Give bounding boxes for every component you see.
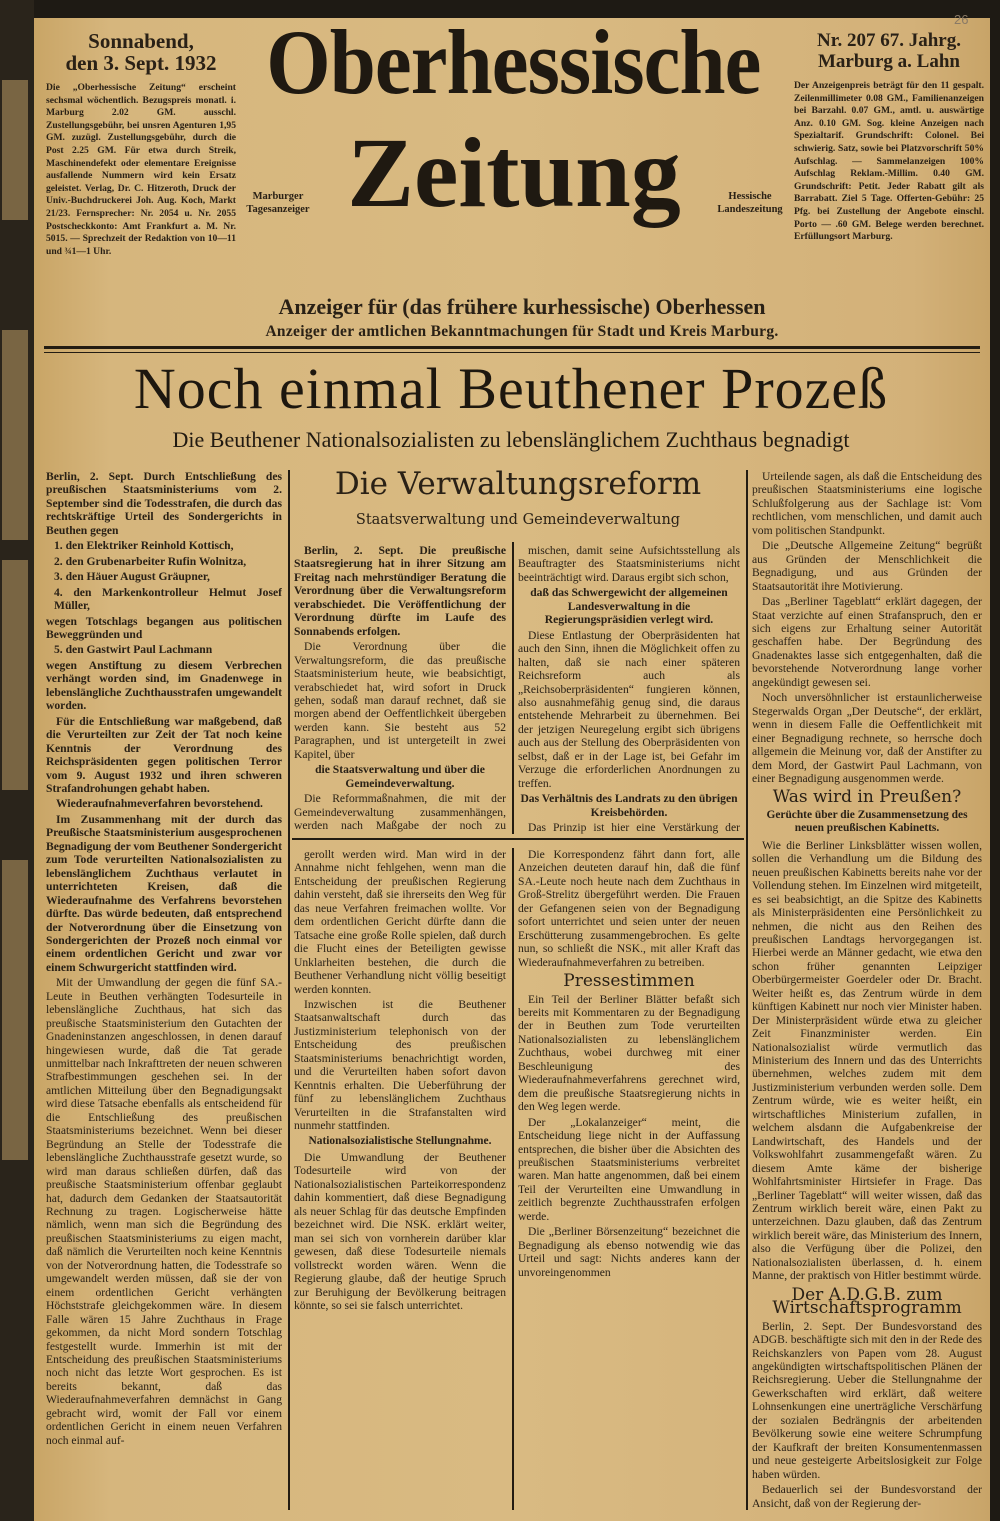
paragraph: Noch unversöhnlicher ist erstaunlicherweise Stegerwalds Organ „Der Deutsche“, der erklärt, wenn in diesem Falle die Oeffentlichkeit mit einer Begnadigung rechnete, so herrsche doch allgemein die Meinung vor, daß der Anstifter zu dem Mord, der Gastwirt Paul Lachmann, von einer Begnadigung ausgenommen werde. [752, 691, 982, 785]
paragraph: wegen Anstiftung zu diesem Verbrechen verhängt worden sind, im Gnadenwege in lebenslängliche Zuchthausstrafen umgewandelt worden. [46, 658, 282, 713]
paragraph: Das Verhältnis des Landrats zu den übrigen Kreisbehörden. [520, 792, 738, 819]
column-1 [46, 470, 282, 1510]
column-4 [752, 470, 982, 1510]
paragraph: Das Prinzip ist hier eine Verstärkung der [528, 821, 740, 834]
divider [44, 346, 980, 349]
paragraph: Die Reformmaßnahmen, die mit der Gemeindeverwaltung zusammenhängen, werden nach Maßgabe der noch zu [294, 792, 506, 833]
list-item: 3. den Häuer August Gräupner, [54, 570, 210, 584]
main-headline: Noch einmal Beuthener Prozeß [133, 356, 889, 421]
paragraph: Die Umwandlung der Beuthener Todesurteile wird von der Nationalsozialistischen Parteikorrespondenz dahin kommentiert, daß diese Begnadigung als neuer Schlag für das deutsche Empfinden bezeichnet wird. Die NSK. erklärt weiter, man sei sich von vornherein darüber klar gewesen, daß diese Todesurteile niemals vollstreckt worden wären. Wenn die Regierung glaube, daß der heutige Spruch zur Beruhigung der Bevölkerung beitragen könnte, so sei sie falsch unterrichtet. [294, 1150, 506, 1312]
paragraph: Das „Berliner Tageblatt“ erklärt dagegen, der Staat verzichte auf einen Strafanspruch, den er sich eigens zur Erhaltung seiner Autorität geschaffen habe. Der Begründung des Gnadenaktes lasse sich entgegenhalten, daß die bevorstehende Notverordnung lange vorher angekündigt gewesen sei. [752, 595, 982, 689]
paragraph: Mit der Umwandlung der gegen die fünf SA.-Leute in Beuthen verhängten Todesurteile in lebenslängliche Zuchthaus, hat sich das preußische Staatsministerium den Gutachten der Gnadeninstanzen angeschlossen, in denen darauf hingewiesen wurde, daß die Tat gerade unmittelbar nach Inkrafttreten der neuen schweren Strafbestimmungen geschehen sei. In der amtlichen Mitteilung über den Begnadigungsakt wird diese Tatsache ebenfalls als entscheidend für die Entschließung des preußischen Staatsministeriums bezeichnet. Wenn bei dieser Begründung an Stelle der Todesstrafe die lebenslängliche Zuchthausstrafe gesetzt wurde, so wird man daraus schließen dürfen, daß das preußische Staatsministerium offenbar geglaubt hat, dadurch dem Gedanken der Staatsautorität Rechnung zu tragen. Logischerweise hätte nämlich, wenn man sich die Begründung des preußischen Staatsministeriums zu eigen macht, daß nämlich die Verurteilten noch keine Kenntnis von der Notverordnung hatten, die Todesstrafe so umgewandelt werden müssen, daß sie der von einem ordentlichen Gericht verhängten Höchststrafe gleichgekommen wäre. In diesem Falle wären 15 Jahre Zuchthaus in Frage gekommen, da nicht Mord sondern Totschlag festgestellt wurde. Immerhin ist mit der Entscheidung des preußischen Staatsministeriums noch nicht das letzte Wort gesprochen. Es ist bereits bekannt, daß das Wiederaufnahmeverfahren demnächst in Gang gebracht wird, womit der Fall vor einem ordentlichen Gericht in einem neuen Verfahren noch einmal auf- [46, 976, 282, 1447]
list-item: 5. den Gastwirt Paul Lachmann [54, 643, 213, 657]
paragraph: mischen, damit seine Aufsichtsstellung als Beauftragter des Staatsministeriums nicht beeinträchtigt wird. Daraus ergibt sich schon, [518, 544, 740, 584]
paragraph: Im Zusammenhang mit der durch das Preußische Staatsministerium ausgesprochenen Begnadigung der vom Beuthener Sondergericht zum Tode verurteilten Nationalsozialisten zu lebenslänglichem Zuchthaus verlautet in unterrichteten Kreisen, daß die Wiederaufnahme des Verfahrens bevorstehen dürfte. Das würde bedeuten, daß entsprechend der Notverordnung über die Einsetzung von Sondergerichten der Prozeß noch einmal vor einem ordentlichen Gericht und zwar vor einem Schwurgericht stattfinden wird. [46, 812, 282, 974]
section-subheading: Gerüchte über die Zusammensetzung des neuen preußischen Kabinetts. [766, 808, 968, 835]
column-rule [288, 470, 290, 1510]
main-subheadline: Die Beuthener Nationalsozialisten zu lebenslänglichem Zuchthaus begnadigt [172, 427, 850, 452]
article-subtitle: Staatsverwaltung und Gemeindeverwaltung [355, 512, 681, 528]
archive-mark: 26 [954, 12, 969, 27]
weekday: Sonnabend, [88, 29, 194, 53]
article-title: Die Verwaltungsreform [334, 466, 702, 502]
masthead-title-2: Zeitung [347, 117, 681, 228]
column-3-bottom [518, 848, 740, 1510]
masthead-title: Oberhessische [266, 11, 761, 113]
list-item: 1. den Elektriker Reinhold Kottisch, [54, 539, 234, 553]
section-rule [292, 838, 744, 840]
adjacent-page-edge [0, 0, 34, 1521]
paragraph: Bedauerlich sei der Bundesvorstand der Ansicht, daß von der Regierung der- [752, 1483, 982, 1510]
advertising-info: Der Anzeigenpreis beträgt für den 11 gespalt. Zeilenmillimeter 0.08 GM., Familienanzeigen bei Barzahl. 0.07 GM., amtl. u. auswärtige Anz. 0.10 GM. Sog. kleine Anzeigen nach Spezialtarif. Grundschrift: Colonel. Bei schwierig. Satz, sowie bei Platzvorschrift 50% Aufschlag. — Sammelanzeigen 100% Aufschlag Reklam.-Millim. 0.40 GM. Grundschrift: Petit. Jeder Rabatt gilt als Barrabatt. Ziel 5 Tage. Offerten-Gebühr: 25 Pfg. bei Zustellung der Angebote einschl. Porto — .60 GM. Belege werden berechnet. Erfüllungsort Marburg. [794, 80, 984, 243]
issue-number-text: Nr. 207 67. Jahrg. [817, 30, 961, 51]
section-heading: Der A.D.G.B. zum Wirtschaftsprogramm [772, 1284, 962, 1319]
paragraph: gerollt werden wird. Man wird in der Annahme nicht fehlgehen, wenn man die Entscheidung der preußischen Regierung dahin versteht, daß sie ihrerseits den Weg für das neue Verfahren freimachen wollte. Vor dem ordentlichen Gericht dürfte dann die Tatsache eine große Rolle spielen, daß durch die Flucht eines der Beteiligten gewisse Unklarheiten bestehen, die durch die Beuthener Verhandlung nicht völlig beseitigt werden konnten. [294, 848, 506, 996]
column-2-bottom [294, 848, 506, 1510]
paragraph: Diese Entlastung der Oberpräsidenten hat auch den Sinn, ihnen die Möglichkeit offen zu halten, daß sie nach einer späteren Reichsreform auch als „Reichsoberpräsidenten“ fungieren können, also ausnahmefähig genug sind, die daraus entstehende Mehrarbeit zu übernehmen. Bei der jetzigen Neuregelung ergibt sich übrigens auch aus der Stellung des Oberpräsidenten von selbst, daß er in der Lage ist, bei Gefahr im Verzuge die erforderlichen Anordnungen zu treffen. [518, 628, 740, 790]
paragraph: Berlin, 2. Sept. Der Bundesvorstand des ADGB. beschäftigte sich mit den in der Rede des Reichskanzlers von Papen vom 28. August angekündigten wirtschaftspolitischen Plänen der Reichsregierung. Ueber die Stellungnahme der Gewerkschaften wird erklärt, daß weitere Lohnsenkungen eine unerträgliche Verschärfung der sozialen Bedrängnis der arbeitenden Bevölkerung sowie eine weitere Schrumpfung der Kaufkraft der breiten Konsumentenmassen und neue gesteigerte Arbeitslosigkeit zur Folge haben würden. [752, 1319, 982, 1481]
paragraph: Die Verordnung über die Verwaltungsreform, die das preußische Staatsministerium heute, wie beabsichtigt, verabschiedet hat, wird sofort in Druck gehen, sodaß man darauf rechnet, daß sie morgen abend der Oeffentlichkeit übergeben werden kann. Sie besteht aus 52 Paragraphen, und ist untergeteilt in zwei Kapitel, über [294, 640, 506, 761]
paragraph: Ein Teil der Berliner Blätter befaßt sich bereits mit Kommentaren zu der Begnadigung der in Beuthen zum Tode verurteilten Nationalsozialisten zu lebenslänglichem Zuchthaus, wobei durchweg mit einer Beschleunigung des Wiederaufnahmeverfahrens gerechnet wird, dem die preußische Staatsregierung nichts in den Weg legen werde. [518, 992, 740, 1114]
newspaper-page [34, 11, 990, 1521]
subscription-info: Die „Oberhessische Zeitung“ erscheint sechsmal wöchentlich. Bezugspreis monatl. i. Marburg 2.02 GM. ausschl. Zustellungsgebühr, bei unsren Agenturen 1,95 GM. zuzügl. Zustellungsgebühr, durch die Post 2.25 GM. Für etwa durch Streik, Maschinendefekt oder elementare Ereignisse ausfallende Nummern wird kein Ersatz geleistet. Verlag, Dr. C. Hitzeroth, Druck der Univ.-Buchdruckerei Joh. Aug. Koch, Markt 21/23. Fernsprecher: Nr. 2054 u. Nr. 2055 Postscheckkonto: Amt Frankfurt a. M. Nr. 5015. — Sprechzeit der Redaktion von 10—11 und ¾1—1 Uhr. [46, 82, 236, 257]
paragraph: Wiederaufnahmeverfahren bevorstehend. [56, 797, 263, 811]
column-rule [512, 542, 514, 834]
paragraph: Der „Lokalanzeiger“ meint, die Entscheidung liege nicht in der Auffassung entsprechen, die bisher über die Absichten des preußischen Staatsministeriums verbreitet waren. Man hatte angenommen, daß bei einem Teil der Verurteilten eine Umwandlung in zeitlich begrenzte Zuchthausstrafen erfolgen werde. [518, 1115, 740, 1223]
divider [44, 352, 980, 353]
column-2-top [294, 544, 506, 834]
paragraph: Urteilende sagen, als daß die Entscheidung des preußischen Staatsministeriums eine logische Schlußfolgerung aus der Sachlage ist: Vom rechtlichen, vom menschlichen, und damit auch vom politischen Standpunkt. [752, 470, 982, 537]
date: den 3. Sept. 1932 [65, 51, 217, 75]
paragraph: Berlin, 2. Sept. Die preußische Staatsregierung hat in ihrer Sitzung am Freitag nach mehrstündiger Beratung die Verordnung über die Verwaltungsreform verabschiedet. Die Veröffentlichung der Verordnung dürfte im Laufe des Sonnabends erfolgen. [294, 544, 506, 638]
paragraph: daß das Schwergewicht der allgemeinen Landesverwaltung in die Regierungspräsidien verlegt wird. [530, 586, 728, 627]
paragraph: wegen Totschlags begangen aus politischen Beweggründen und [46, 614, 282, 641]
place: Marburg a. Lahn [818, 51, 960, 72]
right-subtitle-tag: Hessische Landeszeitung [717, 191, 783, 215]
list-item: 4. den Markenkontrolleur Helmut Josef Müller, [54, 585, 282, 613]
issue-number [794, 30, 984, 72]
section-heading: Pressestimmen [563, 971, 695, 992]
paragraph: Wie die Berliner Linksblätter wissen wollen, sollen die Verhandlung um die Bildung des neuen preußischen Kabinetts bereits nahe vor der Vollendung stehen. Im Einzelnen wird mitgeteilt, es sei beabsichtigt, an die Spitze des Kabinetts als Ministerpräsidenten eine Persönlichkeit zu nehmen, die nicht aus den Reihen des preußischen Landtags hervorgegangen ist. Hierbei werde an Männer gedacht, wie etwa den schon früher genannten Leipziger Oberbürgermeister Goerdeler oder Dr. Bracht. Weiter heißt es, das Zentrum würde in dem künftigen Kabinett nur noch vier Minister haben. Der Ministerpräsident würde etwa zu gleicher Zeit Finanzminister werden. Ein Nationalsozialist würde vermutlich das Ministerium des Innern und das des Unterrichts übernehmen, welches zudem mit dem Justizministerium verbunden werden solle. Dem Zentrum würde, wie es weiter heißt, ein wirtschaftliches Ministerium zufallen, in welchem alsdann die Aufgabenkreise der Landwirtschaft, des Handels und der Volkswohlfahrt zusammengefaßt wären. Zu diesem Amte käme der bisherige Wohlfahrtsminister Hirtsiefer in Frage. Das „Berliner Tageblatt“ will weiter wissen, daß das Zentrum wirklich bereit wäre, einen Pakt zu unterzeichnen. Dazu glauben, daß das Zentrum wirklich bereit wäre, das Ministerium des Innern, also die Verfügung über die Polizei, den Nationalsozialisten überlassen, d. h. einem Manne, der praktisch von Hitler bestimmt würde. [752, 838, 982, 1283]
list-item: 2. den Grubenarbeiter Rufin Wolnitza, [54, 554, 247, 568]
paragraph: Die „Berliner Börsenzeitung“ bezeichnet die Begnadigung als ebenso notwendig wie das Urteil und sagt: Nichts anderes kann der unvoreingenommen [518, 1225, 740, 1279]
section-heading: Was wird in Preußen? [772, 787, 962, 808]
paragraph: die Staatsverwaltung und über die Gemeindeverwaltung. [315, 763, 485, 790]
paragraph: Die Korrespondenz fährt dann fort, alle Anzeichen deuteten darauf hin, daß die fünf SA.-Leute noch heute nach dem Zuchthaus in Groß-Strelitz übergeführt werden. Die Frauen der Gefangenen seien von der Begnadigung sofort unterrichtet und seien unter der neuen Erschütterung zusammengebrochen. Es gelte nun, so schließt die NSK., mit aller Kraft das Wiederaufnahmeverfahren zu betreiben. [518, 848, 740, 969]
section-subheading: Nationalsozialistische Stellungnahme. [308, 1134, 492, 1147]
paragraph: Die „Deutsche Allgemeine Zeitung“ begrüßt aus Gründen der Menschlichkeit die Begnadigung, und aus Gründen der Staatsautorität ihre Motivierung. [752, 539, 982, 593]
paragraph: Inzwischen ist die Beuthener Staatsanwaltschaft durch das Justizministerium telephonisch von der Entscheidung des preußischen Staatsministeriums benachrichtigt worden, und die Verurteilten haben sofort davon Kenntnis erhalten. Die Ueberführung der fünf zu lebenslänglichem Zuchthaus Verurteilten in die Strafanstalten wird nunmehr stattfinden. [294, 997, 506, 1133]
issue-date [46, 30, 236, 74]
column-3-top [518, 544, 740, 834]
paragraph: Berlin, 2. Sept. Durch Entschließung des preußischen Staatsministeriums vom 2. September sind die Todesstrafen, die durch das rechtskräftige Urteil des Sondergerichts in Beuthen gegen [46, 470, 282, 537]
left-subtitle-tag: Marburger Tagesanzeiger [246, 191, 310, 215]
tagline: Anzeiger für (das frühere kurhessische) Oberhessen [278, 294, 766, 319]
column-rule [512, 848, 514, 1510]
tagline-official: Anzeiger der amtlichen Bekanntmachungen für Stadt und Kreis Marburg. [265, 323, 779, 340]
paragraph: Für die Entschließung war maßgebend, daß die Verurteilten zur Zeit der Tat noch keine Kenntnis der Verordnung des Reichspräsidenten gegen politischen Terror vom 9. August 1932 und ihren schweren Strafandrohungen gehabt haben. [46, 714, 282, 795]
column-rule [746, 470, 748, 1510]
